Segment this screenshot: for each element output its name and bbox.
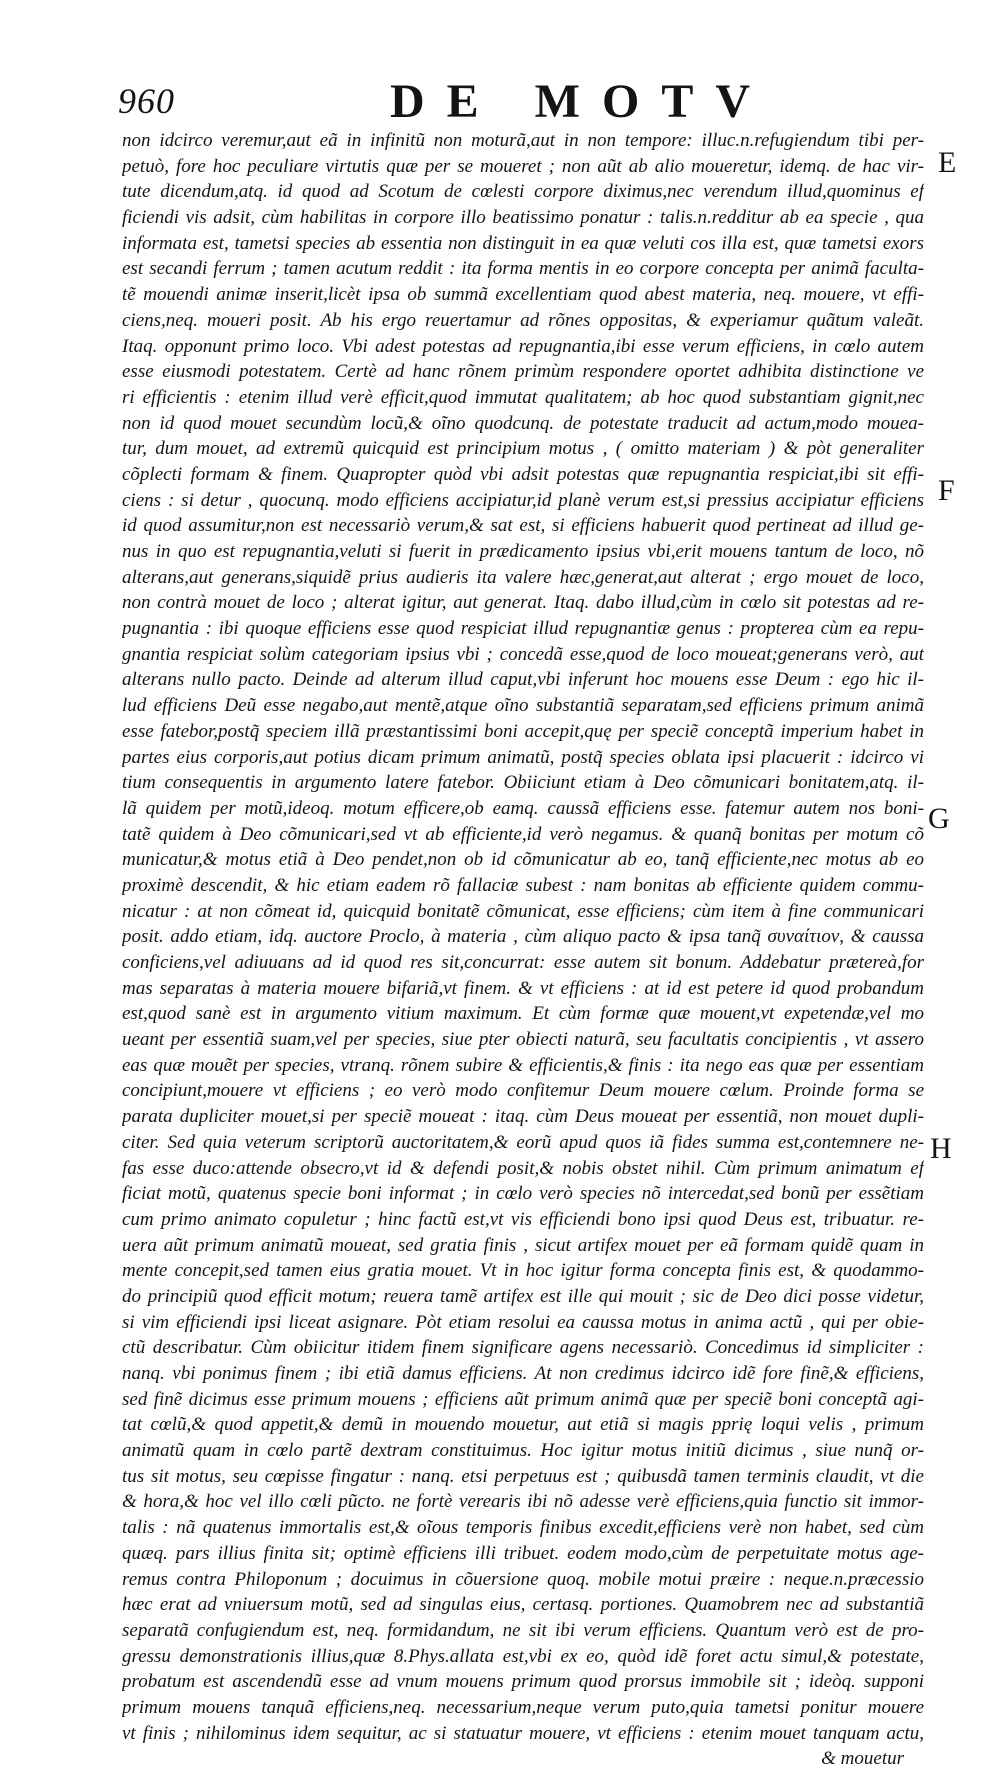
text-line: primum mouens tanquã efficiens,neq. necessarium,neque verum puto,quia tametsi ponitur mouere (122, 1696, 924, 1718)
text-line: nus in quo est repugnantia,veluti si fuerit in prædicamento ipsius vbi,erit mouens tantum de loco, nõ (122, 541, 924, 562)
text-line: partes eius corporis,aut potius dicam primum animatũ, postq̃ species oblata ipsi placuerit : idcirco vi (122, 746, 924, 768)
text-line: esse eiusmodi potestatem. Certè ad hanc rõnem primùm respondere oportet adhibita distinctione ve (122, 361, 924, 383)
text-line: vt finis ; nihilominus idem sequitur, ac si statuatur mouere, vt efficiens : etenim mouet tanquam actu, (122, 1722, 924, 1744)
text-line: tat cœlũ,& quod appetit,& demũ in mouendo mouetur, aut etiã si magis pprię loqui velis , primum (122, 1414, 924, 1436)
text-line: probatum est ascendendũ esse ad vnum mouens primum quod prorsus immobile sit ; ideòq. supponi (122, 1671, 924, 1693)
text-line: eas quæ mouẽt per species, vtranq. rõnem subire & efficientis,& finis : ita nego eas quæ per essentiam (122, 1054, 924, 1076)
text-line: pugnantia : ibi quoque efficiens esse quod respiciat illud repugnantiæ genus : propterea cùm ea repu- (122, 618, 924, 640)
text-line: nanq. vbi ponimus finem ; ibi etiã damus efficiens. At non credimus idcirco idẽ fore finẽ,& efficiens, (122, 1363, 924, 1384)
margin-letter-g: G (928, 802, 950, 835)
text-line: & mouetur (821, 1748, 904, 1770)
margin-letter-f: F (938, 474, 955, 507)
text-line: concipiunt,mouere vt efficiens ; eo verò modo confitemur Deum mouere cœlum. Proinde forma se (122, 1080, 924, 1102)
text-line: tute dicendum,atq. id quod ad Scotum de cœlesti corpore diximus,nec verendum illud,quominus ef (122, 181, 924, 203)
body-text (122, 128, 924, 1772)
text-line: tẽ mouendi animæ inserit,licèt ipsa ob summã excellentiam quod abest materia, neq. mouere, vt effi- (122, 284, 924, 306)
text-line: animatũ quam in cœlo partẽ dextram constituimus. Hoc igitur motus initiũ dicimus , siue nunq̃ or- (122, 1440, 924, 1462)
text-line: gnantia respiciat solùm categoriam ipsius vbi ; concedã esse,quod de loco moueat;generans verò, aut (122, 643, 924, 665)
page-number: 960 (118, 81, 175, 121)
running-title: DE MOTV (390, 75, 772, 128)
text-line: remus contra Philoponum ; docuimus in cõuersione quoq. mobile motui præire : neque.n.præcessio (122, 1568, 924, 1590)
text-line: id quod assumitur,non est necessariò verum,& sat est, si efficiens habuerit quod pertineat ad illud ge- (122, 515, 924, 537)
text-line: hæc erat ad vniuersum motũ, sed ad singulas eius, certasq. portiones. Quamobrem nec ad substantiã (122, 1594, 924, 1616)
text-line: non idcirco veremur,aut eã in infinitũ non moturã,aut in non tempore: illuc.n.refugiendum tibi per- (122, 130, 924, 151)
text-line: non id quod mouet secundùm locũ,& oĩno quodcunq. de potestate traducit ad actum,modo mouea- (122, 412, 924, 434)
text-line: tus sit motus, seu cœpisse fingatur : nanq. etsi perpetuus est ; quibusdã tamen terminis claudit, vt die (122, 1465, 924, 1487)
text-line: ciens,neq. moueri posit. Ab his ergo reuertamur ad rõnes oppositas, & experiamur quãtum valeãt. (122, 309, 924, 331)
margin-letter-e: E (938, 146, 957, 179)
text-line: ctũ describatur. Cùm obiicitur itidem finem significare agens necessariò. Concedimus id simpliciter : (122, 1337, 924, 1359)
text-line: parata dupliciter mouet,si per speciẽ moueat : itaq. cùm Deus moueat per essentiã, non mouet dupli- (122, 1106, 924, 1128)
text-line: quæq. pars illius finita sit; optimè efficiens illi tribuet. eodem modo,cùm de perpetuitate motus age- (122, 1542, 924, 1564)
text-line: mente concepit,sed tamen eius gratia mouet. Vt in hoc igitur forma concepta finis est, & quodammo- (122, 1260, 924, 1282)
text-line: alterans nullo pacto. Deinde ad alterum illud caput,vbi inferunt hoc mouens esse Deum : ego hic il- (122, 669, 924, 691)
text-line: nicatur : at non cõmeat id, quicquid bonitatẽ cõmunicat, esse efficiens; cùm item à fine communicari (122, 900, 924, 922)
text-line: ficiendi vis adsit, cùm habilitas in corpore illo beatissimo ponatur : talis.n.redditur ab ea specie , qua (122, 207, 924, 229)
text-line: non contrà mouet de loco ; alterat igitur, aut generat. Itaq. dabo illud,cùm in cœlo sit potestas ad re- (122, 592, 924, 614)
text-line: proximè descendit, & hic etiam eadem rõ fallaciæ subest : nam bonitas ab efficiente quidem commu- (122, 874, 924, 896)
text-line: ueant per essentiã suam,vel per species, siue pter obiecti naturã, seu facultatis concipientis , vt assero (122, 1029, 924, 1051)
text-line: informata est, tametsi species ab essentia non distinguit in ea quæ veluti cos illa est, quæ tametsi exors (122, 232, 924, 254)
text-line: si vim efficiendi ipsi liceat asignare. Pòt etiam resolui ea caussa motus in anima actũ , qui per obie- (122, 1311, 924, 1333)
text-line: talis : nã quatenus immortalis est,& oĩous temporis finibus excedit,efficiens verè non habet, sed cùm (122, 1517, 924, 1539)
text-line: posit. addo etiam, idq. auctore Proclo, à materia , cùm aliquo pacto & ipsa tanq̃ συναίτιον, & caussa (122, 926, 924, 948)
text-line: separatã confugiendum est, neq. formidandum, ne sit ibi verum efficiens. Quantum verò est de pro- (122, 1619, 924, 1641)
text-line: est,quod sanè est in argumento vitium maximum. Et cùm formæ quæ mouent,vt expetendæ,vel mo (122, 1003, 924, 1025)
text-line: mas separatas à materia mouere bifariã,vt finem. & vt efficiens : at id est petere id quod probandum (122, 977, 924, 999)
margin-letter-h: H (930, 1132, 952, 1165)
text-line: Itaq. opponunt primo loco. Vbi adest potestas ad repugnantia,ibi esse verum efficiens, in cœlo autem (122, 335, 924, 357)
text-line: fas esse duco:attende obsecro,vt id & defendi posit,& nobis obstet nihil. Cùm primum animatum ef (122, 1157, 924, 1179)
text-line: est secandi ferrum ; tamen acutum reddit : ita forma mentis in eo corpore concepta per animã faculta- (122, 258, 924, 280)
text-line: sed finẽ dicimus esse primum mouens ; efficiens aũt primum animã quæ per speciẽ boni conceptã agi- (122, 1388, 924, 1410)
text-line: ficiat motũ, quatenus specie boni informat ; in cœlo verò species nõ intercedat,sed bonũ per essẽtiam (122, 1183, 924, 1205)
text-line: & hora,& hoc vel illo cœli pũcto. ne fortè verearis ibi nõ adesse verè efficiens,quia functio sit immor- (122, 1491, 924, 1513)
text-line: lã quidem per motũ,ideoq. motum efficere,ob eamq. caussã efficiens esse. fatemur autem nos boni- (122, 797, 924, 819)
text-line: ciens : si detur , quocunq. modo efficiens accipiatur,id planè verum est,si pressius accipiatur efficiens (122, 489, 924, 511)
text-line: petuò, fore hoc peculiare virtutis quæ per se moueret ; non aũt ab alio moueretur, idemq. de hac vir- (122, 155, 924, 177)
text-line: tatẽ quidem à Deo cõmunicari,sed vt ab efficiente,id verò negamus. & quanq̃ bonitas per motum cõ (122, 823, 924, 845)
text-line: tur, dum mouet, ad extremũ quicquid est principium motus , ( omitto materiam ) & pòt generaliter (122, 438, 924, 460)
text-line: ri efficientis : etenim illud verè efficit,quod immutat qualitatem; ab hoc quod substantiam gignit,nec (122, 386, 924, 408)
text-line: cum primo animato copuletur ; hinc factũ est,vt vis efficiendi bono ipsi quod Deus est, tribuatur. re- (122, 1208, 924, 1230)
text-line: cõplecti formam & finem. Quapropter quòd vbi adsit potestas quæ repugnantia respiciat,ibi sit effi- (122, 463, 924, 485)
text-line: conficiens,vel adiuuans ad id quod res sit,concurrat: esse autem sit bonum. Addebatur prætereà,for (122, 952, 924, 973)
text-line: gressu demonstrationis illius,quæ 8.Phys.allata est,vbi ex eo, quòd idẽ foret actu simul,& potestate, (122, 1645, 924, 1667)
text-line: uera aũt primum animatũ moueat, sed gratia finis , sicut artifex mouet per eã formam quidẽ quam in (122, 1234, 924, 1256)
text-line: municatur,& motus etiã à Deo pendet,non ob id cõmunicatur ab eo, tanq̃ efficiente,nec motus ab eo (122, 849, 924, 871)
text-line: citer. Sed quia veterum scriptorũ auctoritatem,& eorũ apud quos iã fides summa est,contemnere ne- (122, 1131, 924, 1153)
text-line: alterans,aut generans,siquidẽ prius audieris ita valere hæc,generat,aut alterat ; ergo mouet de loco, (122, 566, 924, 588)
text-line: lud efficiens Deũ esse negabo,aut mentẽ,atque oĩno substantiã separatam,sed efficiens primum animã (122, 695, 924, 717)
text-line: esse fatebor,postq̃ speciem illã præstantissimi boni accepit,quę per speciẽ conceptã imperium habet in (122, 720, 924, 742)
text-line: do principiũ quod efficit motum; reuera tamẽ artifex est ille qui mouit ; sic de Deo dici posse videtur, (122, 1285, 924, 1307)
text-line: tium consequentis in argumento latere fatebor. Obiiciunt etiam à Deo cõmunicari bonitatem,atq. il- (122, 772, 924, 794)
